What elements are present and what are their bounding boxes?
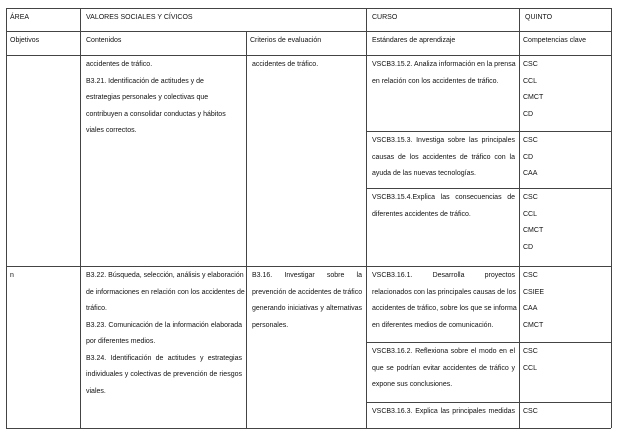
row2-estandar-2: [372, 344, 515, 394]
row2-criterios: [252, 268, 362, 334]
competencia: CD: [523, 153, 534, 161]
area-label: ÁREA: [10, 14, 30, 21]
text-line: viales.: [86, 387, 106, 395]
curso-value: QUINTO: [525, 14, 553, 21]
competencia: CCL: [523, 210, 538, 218]
row1-competencias-1: [523, 57, 543, 123]
competencia: CAA: [523, 305, 538, 312]
text-line: en relación con los accidentes de tráfico.: [372, 77, 499, 85]
text-line: B3.24. Identificación de actitudes y estrategias: [86, 354, 242, 362]
text-line: VSCB3.15.4.Explica las consecuencias de: [372, 194, 515, 201]
column-header-divider: [6, 55, 611, 56]
row1-std2-divider: [366, 188, 611, 189]
col-divider-3: [366, 8, 367, 428]
competencia: CD: [523, 243, 534, 251]
table-border-bottom: [6, 428, 611, 429]
text-line: diferentes accidentes de tráfico.: [372, 210, 471, 218]
col-header-contenidos: Contenidos: [86, 37, 122, 44]
text-line: accidentes de tráfico.: [86, 61, 153, 68]
competencia: CSC: [523, 272, 538, 279]
row1-estandar-2: [372, 133, 515, 183]
row2-estandar-1: [372, 268, 515, 334]
row1-criterios: [252, 57, 318, 74]
row1-estandar-1: [372, 57, 515, 90]
col-divider-2: [246, 31, 247, 428]
row1-competencias-3: [523, 190, 543, 256]
text-line: causas de los accidentes de tráfico con la: [372, 153, 515, 161]
col-divider-4: [519, 8, 520, 428]
text-line: B3.23. Comunicación de la información elaborada: [86, 321, 242, 329]
text-line: por diferentes medios.: [86, 338, 156, 345]
row1-std1-divider: [366, 131, 611, 132]
text-line: tráfico.: [86, 305, 108, 312]
text-line: prevención de accidentes de tráfico: [252, 288, 363, 296]
text-line: VSCB3.16.2. Reflexiona sobre el modo en el: [372, 348, 515, 355]
text-line: personales.: [252, 321, 289, 329]
text-line: VSCB3.16.3. Explica las principales medidas: [372, 408, 515, 415]
text-line: accidentes de tráfico.: [252, 61, 319, 68]
table-border-left: [6, 8, 7, 428]
text-line: expone sus conclusiones.: [372, 381, 453, 388]
competencia: CSC: [523, 137, 538, 144]
text-line: VSCB3.15.3. Investiga sobre las principales: [372, 137, 515, 144]
text-line: generando iniciativas y alternativas: [252, 305, 362, 312]
text-line: que se podrían evitar accidentes de tráfico y: [372, 364, 515, 372]
row2-estandar-3: [372, 404, 515, 421]
area-value: VALORES SOCIALES Y CÍVICOS: [86, 14, 193, 21]
competencia: CSC: [523, 61, 538, 68]
header-divider: [6, 31, 611, 32]
row1-estandar-3: [372, 190, 515, 223]
competencia: CSC: [523, 194, 538, 201]
col-header-estandares: Estándares de aprendizaje: [372, 37, 456, 44]
competencia: CSC: [523, 408, 538, 415]
row2-competencias-2: [523, 344, 538, 377]
text-line: accidentes de tráfico, sobre los que se informa: [372, 305, 517, 312]
competencia: CMCT: [523, 94, 544, 101]
col-header-objetivos: Objetivos: [10, 37, 40, 44]
row2-std2-divider: [366, 402, 611, 403]
competencia: CMCT: [523, 321, 544, 329]
text-line: ayuda de las nuevas tecnologías.: [372, 170, 476, 177]
table-border-right: [611, 8, 612, 428]
row1-contenidos: [86, 57, 226, 140]
competencia: CSC: [523, 348, 538, 355]
row2-std1-divider: [366, 342, 611, 343]
text-line: VSCB3.15.2. Analiza información en la prensa: [372, 61, 516, 68]
competencia: CSIEE: [523, 288, 545, 296]
competencia: CAA: [523, 170, 538, 177]
row-divider: [6, 266, 611, 267]
text-line: relacionados con las principales causas de los: [372, 288, 516, 296]
text-line: B3.21. Identificación de actitudes y de: [86, 77, 204, 85]
text-line: B3.22. Búsqueda, selección, análisis y elaboración: [86, 272, 244, 279]
text-line: de informaciones en relación con los accidentes de: [86, 288, 245, 296]
competencia: CCL: [523, 77, 538, 85]
text-line: en diferentes medios de comunicación.: [372, 321, 494, 329]
text-line: individuales y colectivas de prevención de riesgos: [86, 371, 242, 378]
row2-competencias-1: [523, 268, 544, 334]
col-header-competencias: Competencias clave: [523, 37, 587, 44]
row2-contenidos: [86, 268, 245, 400]
row2-competencias-3: [523, 404, 538, 421]
text-line: VSCB3.16.1. Desarrolla proyectos: [372, 272, 515, 279]
col-divider-1: [80, 8, 81, 428]
competencia: CD: [523, 110, 534, 118]
text-line: estrategias personales y colectivas que: [86, 94, 209, 101]
competencia: CMCT: [523, 227, 544, 234]
curso-label: CURSO: [372, 14, 398, 21]
competencia: CCL: [523, 364, 538, 372]
row2-objetivo: n: [10, 272, 14, 279]
table-border-top: [6, 8, 611, 9]
col-header-criterios: Criterios de evaluación: [250, 37, 322, 44]
text-line: viales correctos.: [86, 127, 137, 134]
text-line: B3.16. Investigar sobre la: [252, 272, 362, 279]
text-line: contribuyen a consolidar conductas y hábitos: [86, 110, 226, 118]
row1-competencias-2: [523, 133, 538, 183]
